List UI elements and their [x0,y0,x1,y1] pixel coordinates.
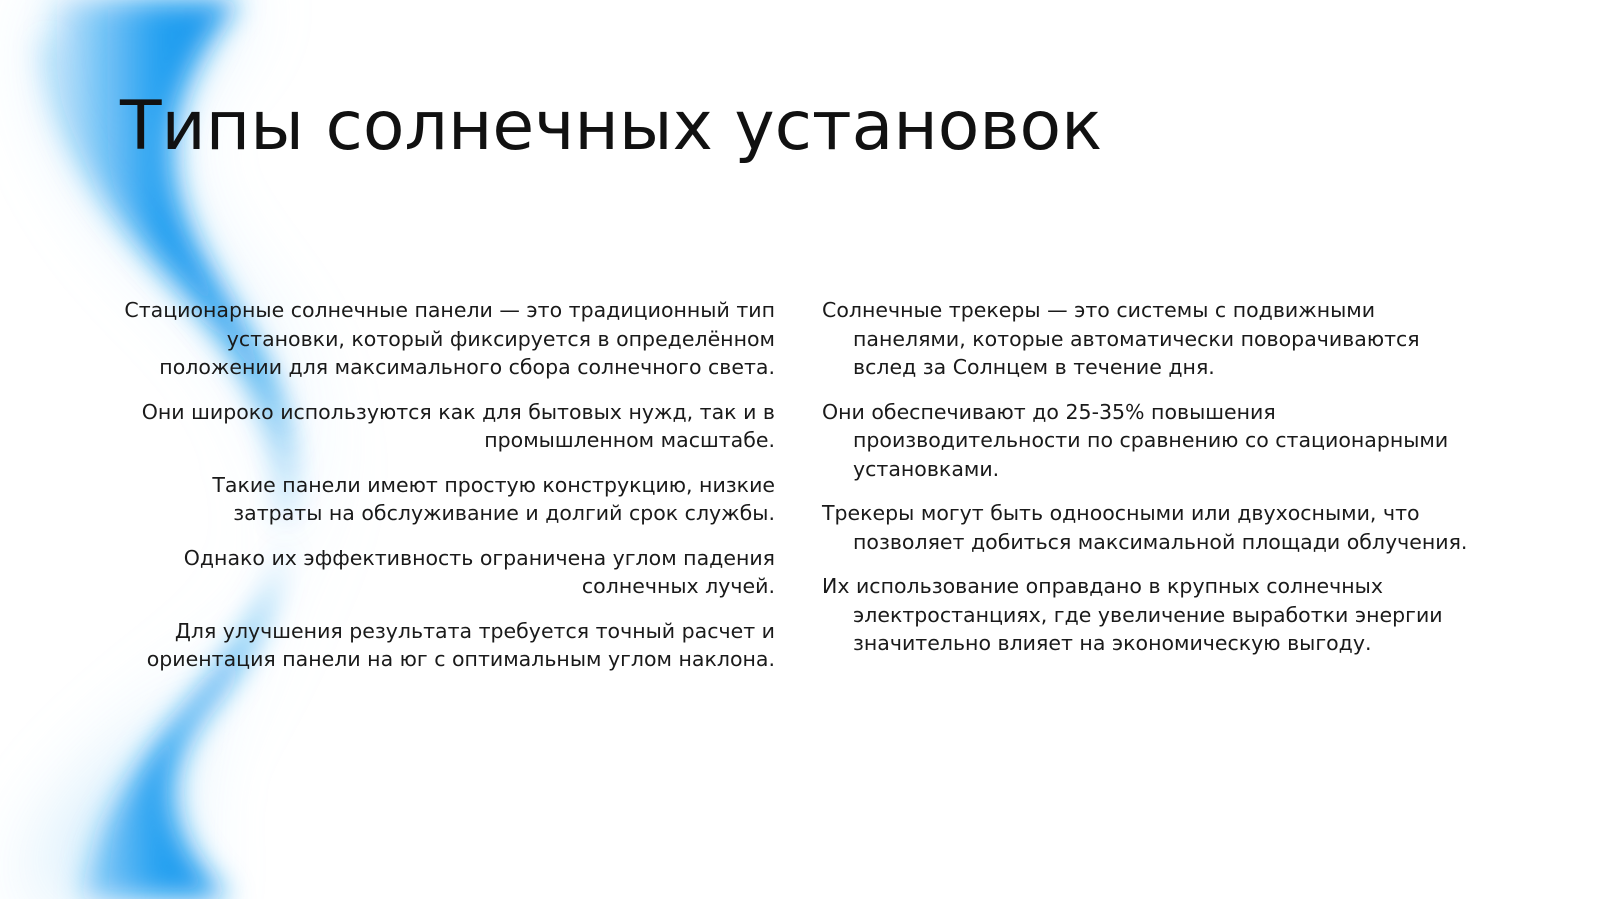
left-paragraph-5: Для улучшения результата требуется точный расчет и ориентация панели на юг с оптимальным углом наклона. [146,618,775,671]
left-text-column [120,296,775,690]
right-paragraph-4: Их использование оправдано в крупных солнечных электростанциях, где увеличение выработки энергии значительно влияет на экономическую выгоду. [822,574,1443,655]
right-paragraph-2: Они обеспечивают до 25-35% повышения производительности по сравнению со стационарными установками. [822,399,1449,481]
right-paragraph-3: Трекеры могут быть одноосными или двухосными, что позволяет добиться максимальной площади облучения. [822,501,1468,554]
left-paragraph-2: Они широко используются как для бытовых нужд, так и в промышленном масштабе. [141,399,775,452]
right-text-column [822,296,1482,674]
left-paragraph-1: Стационарные солнечные панели — это традиционный тип установки, который фиксируется в определённом положении для максимального сбора солнечного света. [124,298,775,379]
slide-title: Типы солнечных установок [120,87,1103,166]
left-paragraph-4: Однако их эффективность ограничена углом падения солнечных лучей. [183,545,775,598]
right-paragraph-1: Солнечные трекеры — это системы с подвижными панелями, которые автоматически поворачиваются вслед за Солнцем в течение дня. [822,298,1420,379]
left-paragraph-3: Такие панели имеют простую конструкцию, низкие затраты на обслуживание и долгий срок службы. [212,472,775,525]
